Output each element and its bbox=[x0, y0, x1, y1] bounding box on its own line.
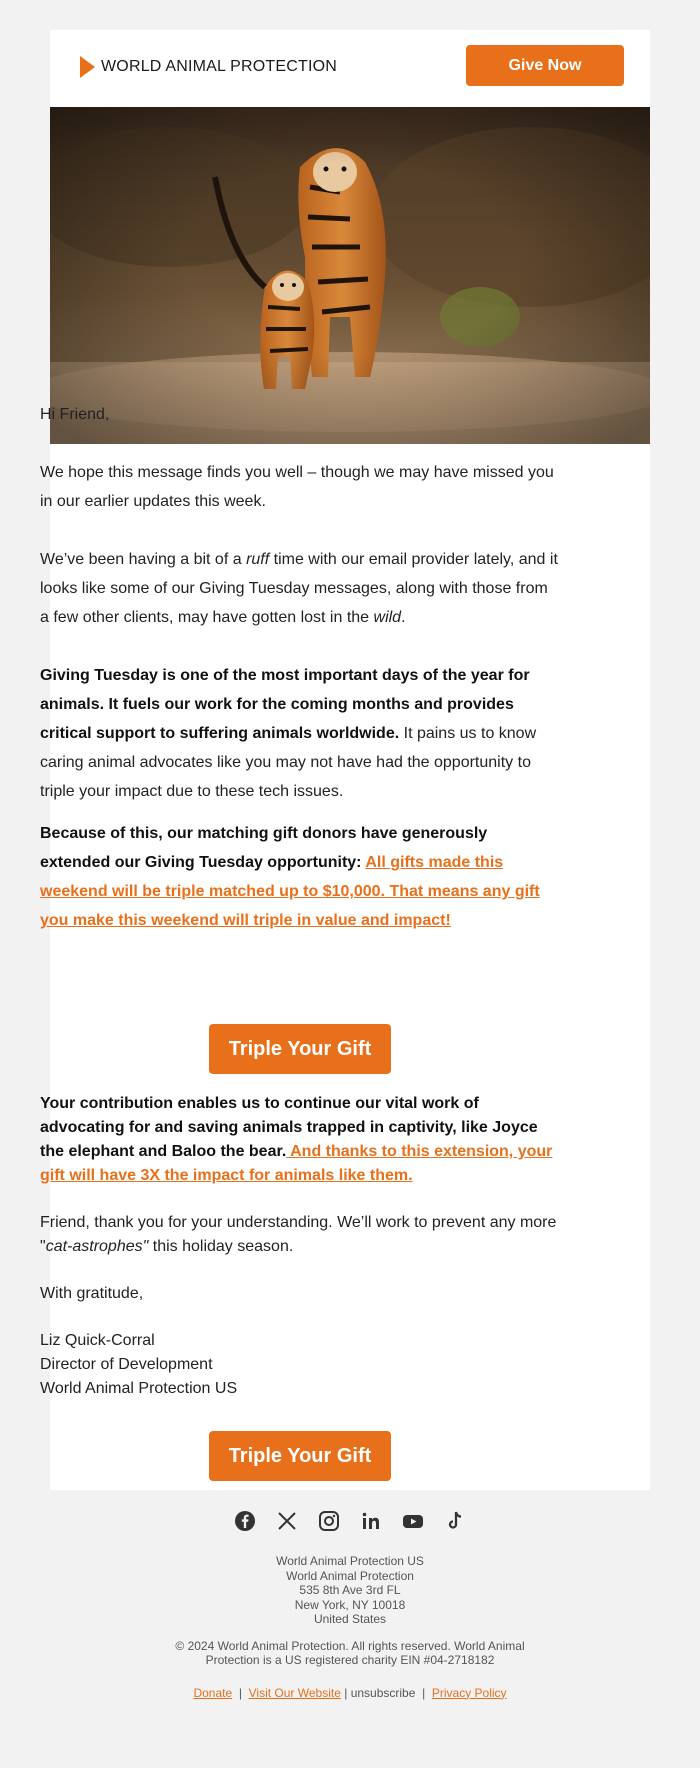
triple-gift-button-2[interactable]: Triple Your Gift bbox=[209, 1431, 391, 1481]
footer-separator: | bbox=[422, 1685, 426, 1700]
tigers-illustration bbox=[50, 107, 650, 444]
paragraph-6 bbox=[40, 1211, 560, 1259]
footer-separator: | bbox=[344, 1685, 348, 1700]
p5-bold: Your contribution enables us to continue our vital work of advocating for and saving animals trapped in captivity, like Joyce the elephant and Baloo the bear. bbox=[40, 1095, 538, 1160]
address-line: World Animal Protection US bbox=[276, 1554, 424, 1568]
paragraph-5 bbox=[40, 1092, 560, 1188]
give-now-button[interactable]: Give Now bbox=[466, 45, 624, 86]
footer-copyright: © 2024 World Animal Protection. All rights reserved. World Animal Protection is a US registered charity EIN #04-2718182 bbox=[175, 1638, 525, 1667]
email-body bbox=[40, 400, 560, 935]
p6-text-a: Friend, thank you for your understanding. We’ll work to prevent any more " bbox=[40, 1214, 557, 1255]
paragraph-2 bbox=[40, 545, 560, 632]
brand-logo[interactable] bbox=[80, 56, 337, 78]
p3-bold: Giving Tuesday is one of the most important days of the year for animals. It fuels our work for the coming months and provides critical support to suffering animals worldwide. bbox=[40, 667, 530, 742]
address-line: United States bbox=[313, 1612, 387, 1626]
hero-image-tigers[interactable] bbox=[50, 107, 650, 444]
footer-links bbox=[0, 1686, 700, 1701]
p2-text-b: time with our email provider lately, and it looks like some of our Giving Tuesday messages, along with those from a few other clients, may have gotten lost in the bbox=[40, 551, 558, 626]
signature-org: World Animal Protection US bbox=[40, 1380, 238, 1397]
footer-address bbox=[0, 1554, 700, 1627]
social-links bbox=[0, 1510, 700, 1532]
greeting: Hi Friend, bbox=[40, 406, 110, 423]
paragraph-1: We hope this message finds you well – though we may have missed you in our earlier updates this week. bbox=[40, 464, 554, 510]
instagram-icon[interactable] bbox=[318, 1510, 340, 1532]
closing: With gratitude, bbox=[40, 1285, 144, 1302]
p3-rest: It pains us to know caring animal advocates like you may not have had the opportunity to triple your impact due to these tech issues. bbox=[40, 725, 537, 800]
p4-bold: Because of this, our matching gift donors have generously extended our Giving Tuesday opportunity: bbox=[40, 825, 488, 871]
p6-text-b: this holiday season. bbox=[148, 1238, 294, 1255]
donate-link[interactable]: Donate bbox=[193, 1685, 233, 1700]
unsubscribe-link[interactable]: unsubscribe bbox=[350, 1685, 416, 1700]
signature-name: Liz Quick-Corral bbox=[40, 1332, 155, 1349]
p6-emphasis: cat-astrophes" bbox=[45, 1238, 149, 1255]
paragraph-3 bbox=[40, 661, 560, 806]
footer-separator: | bbox=[238, 1685, 242, 1700]
p2-emphasis-wild: wild bbox=[373, 609, 402, 626]
paragraph-4 bbox=[40, 819, 560, 935]
linkedin-icon[interactable] bbox=[360, 1510, 382, 1532]
facebook-icon[interactable] bbox=[234, 1510, 256, 1532]
visit-website-link[interactable]: Visit Our Website bbox=[248, 1685, 341, 1700]
x-icon[interactable] bbox=[276, 1510, 298, 1532]
address-line: World Animal Protection bbox=[286, 1568, 414, 1583]
address-line: New York, NY 10018 bbox=[294, 1597, 406, 1612]
p2-text-c: . bbox=[401, 609, 406, 626]
tiktok-icon[interactable] bbox=[444, 1510, 466, 1532]
privacy-policy-link[interactable]: Privacy Policy bbox=[431, 1685, 507, 1700]
address-line: 535 8th Ave 3rd FL bbox=[299, 1583, 401, 1597]
p2-emphasis-ruff: ruff bbox=[246, 551, 270, 568]
signature bbox=[40, 1329, 560, 1401]
email-body-2 bbox=[40, 1092, 560, 1401]
signature-title: Director of Development bbox=[40, 1356, 213, 1373]
youtube-icon[interactable] bbox=[402, 1510, 424, 1532]
extension-impact-link[interactable]: And thanks to this extension, your gift will have 3X the impact for animals like them. bbox=[40, 1143, 553, 1184]
triple-gift-button-1[interactable]: Triple Your Gift bbox=[209, 1024, 391, 1074]
p2-text-a: We’ve been having a bit of a bbox=[40, 551, 247, 568]
email-header bbox=[50, 30, 650, 107]
email-footer bbox=[0, 1510, 700, 1700]
logo-triangle-icon bbox=[80, 56, 95, 78]
triple-match-link[interactable]: All gifts made this weekend will be triple matched up to $10,000. That means any gift you make this weekend will triple in value and impact! bbox=[40, 854, 540, 929]
logo-text: WORLD ANIMAL PROTECTION bbox=[101, 58, 338, 75]
